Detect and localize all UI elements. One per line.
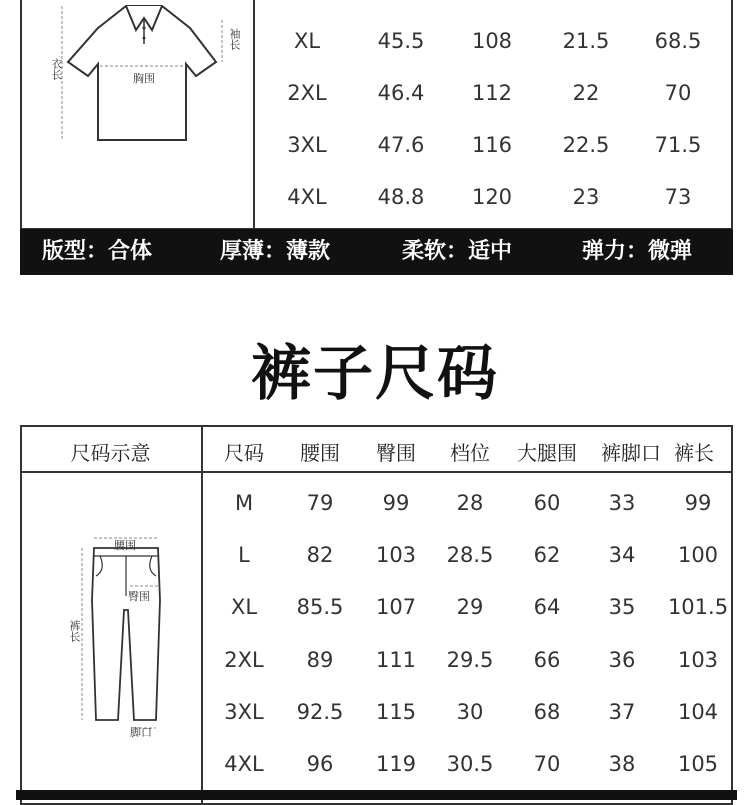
shirt-value-cell: 73 [664, 185, 692, 209]
pants-waist-label: 腰围 [114, 539, 136, 552]
attribute-elasticity: 弹力：微弹 [582, 239, 693, 264]
attribute-thickness: 厚薄：薄款 [220, 239, 331, 264]
pants-value-cell: 79 [306, 491, 334, 515]
pants-value-cell: 96 [306, 752, 334, 776]
pants-header-divider [20, 471, 733, 473]
shirt-table-divider [253, 0, 255, 230]
pants-value-cell: 101.5 [667, 595, 729, 619]
shirt-value-cell: 120 [471, 185, 513, 209]
pants-header-diagram: 尺码示意 [70, 441, 151, 465]
pants-value-cell: 103 [375, 543, 417, 567]
shirt-size-cell: 4XL [287, 185, 327, 209]
shirt-value-cell: 70 [664, 81, 692, 105]
pants-size-cell: 2XL [224, 648, 264, 672]
pants-value-cell: 115 [375, 700, 417, 724]
pants-value-cell: 36 [608, 648, 636, 672]
shirt-sleeve-label: 袖长 [228, 28, 241, 50]
attribute-bar [20, 229, 733, 275]
pants-value-cell: 60 [533, 491, 561, 515]
pants-value-cell: 37 [608, 700, 636, 724]
shirt-value-cell: 22.5 [562, 133, 610, 157]
pants-value-cell: 105 [677, 752, 719, 776]
shirt-size-cell: 3XL [287, 133, 327, 157]
pants-value-cell: 119 [375, 752, 417, 776]
shirt-value-cell: 116 [471, 133, 513, 157]
pants-value-cell: 111 [375, 648, 417, 672]
pants-size-cell: M [234, 491, 254, 515]
pants-value-cell: 29.5 [446, 648, 494, 672]
pants-column-divider [201, 425, 203, 805]
pants-length-label: 裤长 [68, 620, 81, 642]
pants-value-cell: 89 [306, 648, 334, 672]
pants-value-cell: 85.5 [296, 595, 344, 619]
pants-value-cell: 99 [382, 491, 410, 515]
shirt-value-cell: 45.5 [377, 29, 425, 53]
pants-value-cell: 34 [608, 543, 636, 567]
attribute-softness: 柔软：适中 [402, 239, 513, 264]
pants-header-hem: 裤脚口 [601, 441, 661, 465]
pants-value-cell: 104 [677, 700, 719, 724]
shirt-size-cell: 2XL [287, 81, 327, 105]
pants-size-title: 裤子尺码 [251, 339, 499, 409]
pants-value-cell: 38 [608, 752, 636, 776]
pants-value-cell: 35 [608, 595, 636, 619]
shirt-value-cell: 23 [572, 185, 600, 209]
pants-header-length: 裤长 [674, 441, 714, 465]
shirt-value-cell: 68.5 [654, 29, 702, 53]
bottom-bar [16, 790, 737, 800]
pants-header-hip: 臀围 [376, 441, 416, 465]
pants-value-cell: 68 [533, 700, 561, 724]
pants-size-cell: L [238, 543, 250, 567]
pants-value-cell: 64 [533, 595, 561, 619]
pants-value-cell: 66 [533, 648, 561, 672]
attribute-fit: 版型：合体 [42, 239, 153, 264]
pants-value-cell: 30 [456, 700, 484, 724]
pants-value-cell: 103 [677, 648, 719, 672]
shirt-value-cell: 47.6 [377, 133, 425, 157]
pants-value-cell: 29 [456, 595, 484, 619]
pants-value-cell: 92.5 [296, 700, 344, 724]
pants-value-cell: 28.5 [446, 543, 494, 567]
shirt-value-cell: 46.4 [377, 81, 425, 105]
pants-header-thigh: 大腿围 [517, 441, 577, 465]
shirt-value-cell: 21.5 [562, 29, 610, 53]
shirt-length-label: 衣长 [50, 58, 63, 80]
shirt-size-cell: XL [293, 29, 321, 53]
shirt-value-cell: 71.5 [654, 133, 702, 157]
pants-hip-label: 臀围 [128, 590, 150, 603]
pants-value-cell: 62 [533, 543, 561, 567]
shirt-value-cell: 112 [471, 81, 513, 105]
pants-value-cell: 33 [608, 491, 636, 515]
pants-header-size: 尺码 [224, 441, 264, 465]
pants-value-cell: 70 [533, 752, 561, 776]
pants-size-cell: XL [230, 595, 258, 619]
shirt-chest-label: 胸围 [133, 72, 155, 85]
pants-value-cell: 28 [456, 491, 484, 515]
pants-size-cell: 4XL [224, 752, 264, 776]
pants-value-cell: 100 [677, 543, 719, 567]
pants-value-cell: 99 [684, 491, 712, 515]
shirt-value-cell: 48.8 [377, 185, 425, 209]
pants-value-cell: 30.5 [446, 752, 494, 776]
pants-value-cell: 82 [306, 543, 334, 567]
pants-size-cell: 3XL [224, 700, 264, 724]
pants-hem-label: 脚口 [130, 726, 152, 739]
pants-header-waist: 腰围 [300, 441, 340, 465]
shirt-value-cell: 22 [572, 81, 600, 105]
pants-header-rise: 档位 [450, 441, 490, 465]
pants-value-cell: 107 [375, 595, 417, 619]
shirt-value-cell: 108 [471, 29, 513, 53]
